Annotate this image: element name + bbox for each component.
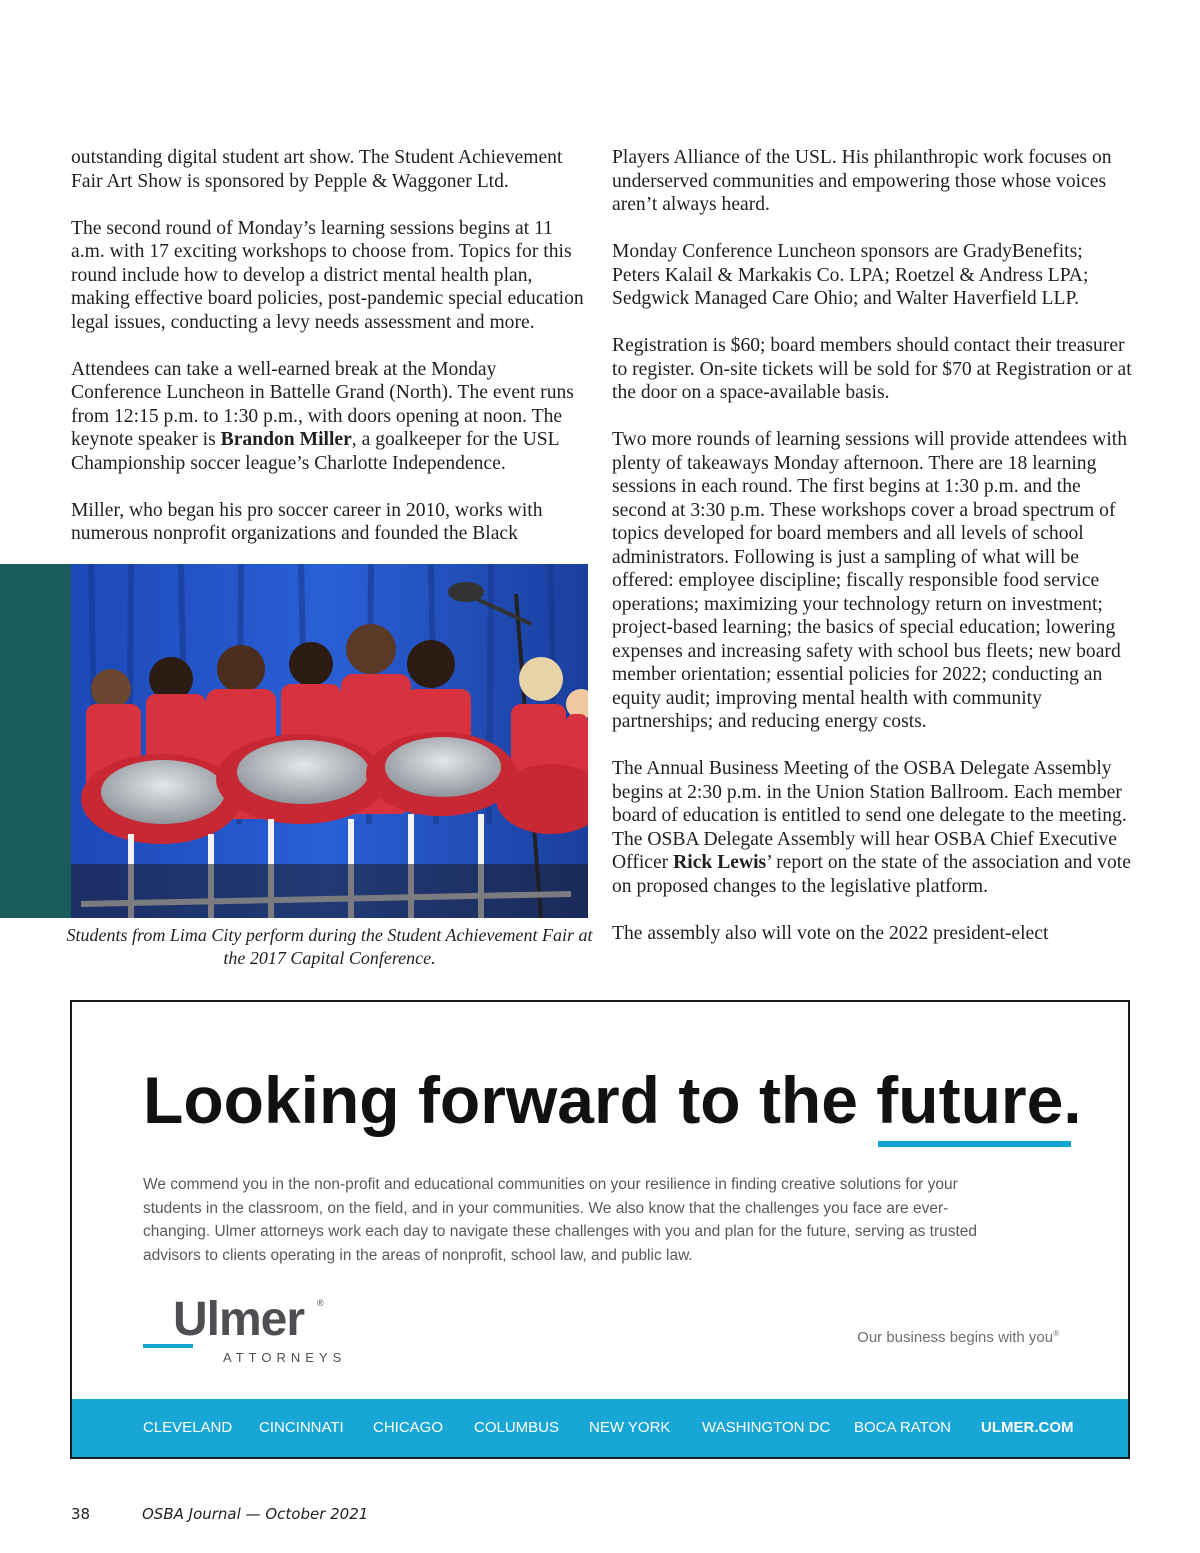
headline-text: Looking forward to the xyxy=(143,1063,877,1137)
right-column xyxy=(612,146,1134,969)
registered-mark: ® xyxy=(317,1298,324,1308)
headline-emphasis: future xyxy=(876,1063,1064,1137)
headline-period: . xyxy=(1063,1063,1082,1137)
ad-headline xyxy=(143,1060,1082,1140)
location-new-york: NEW YORK xyxy=(589,1419,671,1436)
decorative-side-bar xyxy=(0,564,71,918)
publication-title: OSBA Journal — October 2021 xyxy=(142,1505,369,1523)
paragraph xyxy=(612,757,1134,898)
paragraph: The assembly also will vote on the 2022 president-elect xyxy=(612,922,1049,944)
ulmer-advertisement xyxy=(70,1000,1130,1459)
paragraph xyxy=(71,358,591,476)
logo-wordmark: Ulmer xyxy=(173,1293,305,1346)
paragraph: Two more rounds of learning sessions will provide attendees with plenty of takeaways Monday afternoon. There are 18 learning sessions in each round. The first begins at 1:30 p.m. and the second at 3:30 p.m. These workshops cover a broad spectrum of topics developed for board members and all levels of school administrators. Following is just a sampling of what will be offered: employee discipline; fiscally responsible food service operations; maximizing your technology return on investment; project-based learning; the basics of special education; lowering expenses and increasing safety with school bus fleets; new board member orientation; essential policies for 2022; conducting an equity audit; improving mental health with community partnerships; and reducing energy costs. xyxy=(612,429,1128,732)
keynote-speaker-name: Brandon Miller xyxy=(220,429,352,450)
text: Attendees can take a well-earned break at the Monday Conference Luncheon in Battelle Grand (North). The event runs from 12:15 p.m. to 1:30 p.m., with doors opening at noon. The keynote speaker is xyxy=(71,358,574,450)
paragraph: Players Alliance of the USL. His philanthropic work focuses on underserved communities and empowering those whose voices aren’t always heard. xyxy=(612,147,1112,215)
ad-body-text: We commend you in the non-profit and educational communities on your resilience in finding creative solutions for your students in the classroom, on the field, and in your communities. We also know that the challenges you face are ever-changing. Ulmer attorneys work each day to navigate these challenges with you and plan for the future, serving as trusted advisors to clients operating in the areas of nonprofit, school law, and public law. xyxy=(143,1176,978,1264)
ceo-name: Rick Lewis xyxy=(673,852,767,873)
logo-subtitle: ATTORNEYS xyxy=(223,1350,347,1365)
steel-drum-photo xyxy=(71,564,588,918)
left-column xyxy=(71,146,591,569)
location-cleveland: CLEVELAND xyxy=(143,1419,233,1436)
location-cincinnati: CINCINNATI xyxy=(259,1419,344,1436)
paragraph: The second round of Monday’s learning sessions begins at 11 a.m. with 17 exciting workshops to choose from. Topics for this round include how to develop a district mental health plan, making effective board policies, post-pandemic special education legal issues, conducting a levy needs assessment and more. xyxy=(71,217,584,333)
paragraph: Monday Conference Luncheon sponsors are GradyBenefits; Peters Kalail & Markakis Co. LPA; Roetzel & Andress LPA; Sedgwick Managed Care Ohio; and Walter Haverfield LLP. xyxy=(612,241,1089,309)
paragraph: outstanding digital student art show. The Student Achievement Fair Art Show is sponsored by Pepple & Waggoner Ltd. xyxy=(71,147,563,192)
paragraph: Miller, who began his pro soccer career in 2010, works with numerous nonprofit organizations and founded the Black xyxy=(71,499,543,544)
text: The Annual Business Meeting of the OSBA Delegate Assembly begins at 2:30 p.m. in the Union Station Ballroom. Each member board of education is entitled to send one delegate to the meeting. The OSBA Delegate Assembly will hear OSBA Chief Executive Officer xyxy=(612,758,1127,873)
website-link[interactable]: ULMER.COM xyxy=(981,1419,1074,1436)
paragraph: Registration is $60; board members should contact their treasurer to register. On-site tickets will be sold for $70 at Registration or at the door on a space-available basis. xyxy=(612,335,1132,403)
location-washington-dc: WASHINGTON DC xyxy=(702,1419,831,1436)
locations-strip xyxy=(72,1399,1128,1457)
location-chicago: CHICAGO xyxy=(373,1419,444,1436)
tagline-text: Our business begins with you xyxy=(857,1329,1054,1346)
ad-tagline xyxy=(857,1329,1059,1346)
ulmer-logo xyxy=(143,1293,363,1368)
location-columbus: COLUMBUS xyxy=(474,1419,560,1436)
tagline-registered-mark: ® xyxy=(1053,1329,1059,1338)
page-number: 38 xyxy=(71,1505,91,1523)
text: ’ report on the state of the association and vote on proposed changes to the legislative platform. xyxy=(612,852,1131,897)
location-boca-raton: BOCA RATON xyxy=(854,1419,951,1436)
photo-caption: Students from Lima City perform during the Student Achievement Fair at the 2017 Capital Conference. xyxy=(66,925,593,968)
text: , a goalkeeper for the USL Championship soccer league’s Charlotte Independence. xyxy=(71,429,559,474)
